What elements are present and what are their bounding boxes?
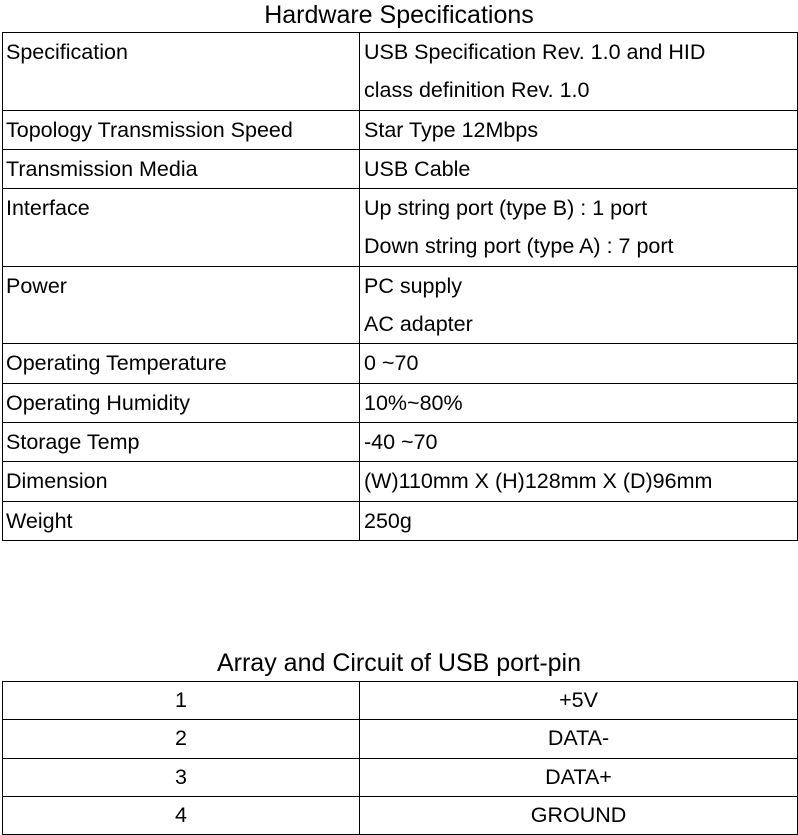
spec-value: [360, 149, 798, 188]
spec-value: [360, 344, 798, 383]
spec-value: [360, 422, 798, 461]
pin-row: [3, 758, 798, 796]
spec-value-line: Up string port (type B) : 1 port: [364, 196, 648, 221]
pin-number: 3: [3, 758, 360, 796]
spec-value: [360, 462, 798, 501]
spec-value-line: -40 ~70: [364, 429, 438, 454]
spec-label: Storage Temp: [3, 422, 360, 461]
spec-value-line: class definition Rev. 1.0: [364, 78, 590, 103]
spec-value: [360, 383, 798, 422]
spec-label: Dimension: [3, 462, 360, 501]
spec-value-line: AC adapter: [364, 312, 473, 337]
spec-row: [3, 462, 798, 501]
spec-row: [3, 189, 798, 267]
spec-label: Interface: [3, 189, 360, 267]
hardware-specifications-table: [2, 32, 798, 541]
spec-row: [3, 422, 798, 461]
usb-port-pin-table: [2, 681, 798, 835]
spec-value-line: 10%~80%: [364, 390, 463, 415]
spec-value: [360, 501, 798, 540]
pin-row: [3, 796, 798, 834]
pin-number: 1: [3, 682, 360, 720]
spec-label: Power: [3, 266, 360, 344]
pin-number: 4: [3, 796, 360, 834]
pin-number: 2: [3, 720, 360, 758]
spec-label: Operating Temperature: [3, 344, 360, 383]
spec-row: [3, 266, 798, 344]
spec-label: Topology Transmission Speed: [3, 110, 360, 149]
pin-signal: +5V: [360, 682, 798, 720]
spec-value-line: USB Specification Rev. 1.0 and HID: [364, 40, 706, 64]
spec-row: [3, 110, 798, 149]
spec-value-line: 250g: [364, 508, 412, 533]
pin-signal: GROUND: [360, 796, 798, 834]
spec-value: [360, 110, 798, 149]
spec-row: [3, 501, 798, 540]
spec-row: [3, 33, 798, 111]
hardware-specifications-title: Hardware Specifications: [264, 1, 534, 29]
spec-value-line: USB Cable: [364, 156, 471, 181]
spec-value-line: 0 ~70: [364, 351, 419, 376]
spec-label: Weight: [3, 501, 360, 540]
pin-signal: DATA+: [360, 758, 798, 796]
spec-value-line: Star Type 12Mbps: [364, 117, 539, 142]
spec-value-line: Down string port (type A) : 7 port: [364, 234, 674, 259]
spec-label: Operating Humidity: [3, 383, 360, 422]
pin-row: [3, 682, 798, 720]
spec-label: Specification: [3, 33, 360, 111]
spec-value: [360, 189, 798, 267]
spec-row: [3, 383, 798, 422]
spec-value: [360, 33, 798, 111]
spec-value: [360, 266, 798, 344]
spec-row: [3, 344, 798, 383]
pin-row: [3, 720, 798, 758]
spec-value-line: (W)110mm X (H)128mm X (D)96mm: [364, 469, 713, 494]
usb-port-pin-title: Array and Circuit of USB port-pin: [216, 649, 582, 677]
spec-row: [3, 149, 798, 188]
pin-signal: DATA-: [360, 720, 798, 758]
spec-label: Transmission Media: [3, 149, 360, 188]
spec-value-line: PC supply: [364, 273, 462, 298]
